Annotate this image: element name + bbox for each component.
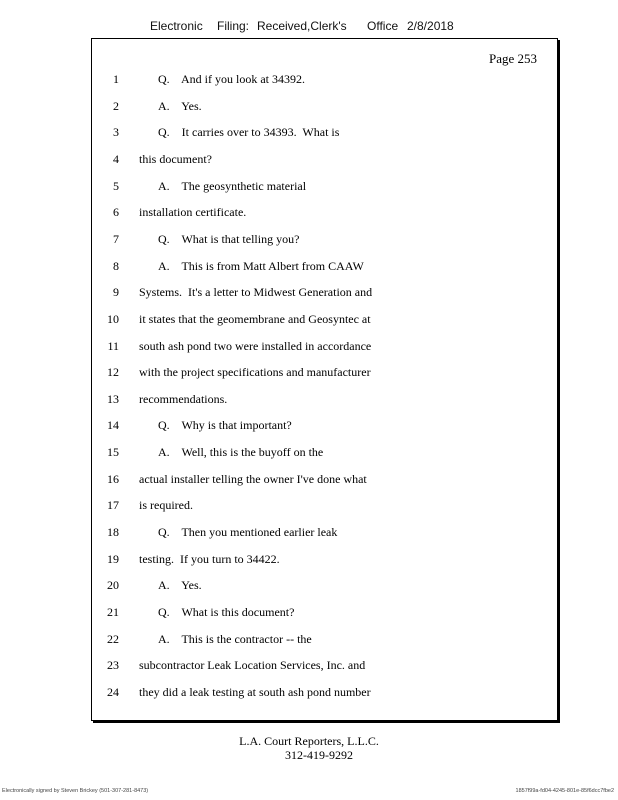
line-text: A. Yes. — [158, 98, 202, 113]
header-word-received-clerks: Received,Clerk's — [257, 19, 347, 33]
transcript-page — [91, 38, 558, 721]
line-number: 2 — [113, 98, 119, 113]
line-number: 12 — [107, 365, 119, 380]
transcript-line — [92, 445, 557, 465]
transcript-line — [92, 392, 557, 412]
line-number: 18 — [107, 525, 119, 540]
line-text: south ash pond two were installed in accordance — [139, 338, 372, 353]
transcript-line — [92, 259, 557, 279]
transcript-line — [92, 418, 557, 438]
reporter-phone: 312-419-9292 — [285, 748, 353, 762]
line-text: Q. What is this document? — [158, 605, 295, 619]
line-text: Q. What is that telling you? — [158, 231, 300, 246]
line-text: Q. Then you mentioned earlier leak — [158, 525, 338, 540]
line-text: Q. Why is that important? — [158, 418, 292, 433]
line-number: 10 — [107, 311, 119, 326]
line-text: subcontractor Leak Location Services, Inc. and — [139, 658, 366, 673]
page-number-label: Page 253 — [488, 51, 537, 66]
line-text: Q. It carries over to 34393. What is — [158, 125, 340, 140]
electronic-signature-note: Electronically signed by Steven Brickey (501-307-281-8473) — [2, 788, 149, 794]
line-text: A. This is from Matt Albert from CAAW — [158, 258, 364, 273]
transcript-line — [92, 312, 557, 332]
line-number: 5 — [113, 178, 119, 193]
line-number: 6 — [113, 205, 119, 220]
line-number: 13 — [107, 391, 119, 406]
transcript-line — [92, 365, 557, 385]
line-text: is required. — [139, 498, 193, 513]
transcript-line — [92, 498, 557, 518]
line-number: 17 — [107, 498, 119, 513]
line-text: actual installer telling the owner I've done what — [139, 471, 367, 486]
document-hash: 1857f99a-fd04-4245-801e-85f6dcc7fbe2 — [515, 788, 614, 794]
transcript-line — [92, 125, 557, 145]
transcript-line — [92, 605, 557, 625]
line-text: they did a leak testing at south ash pond number — [139, 684, 371, 699]
transcript-line — [92, 99, 557, 119]
line-number: 8 — [113, 258, 119, 273]
transcript-line — [92, 205, 557, 225]
line-text: this document? — [139, 151, 212, 166]
transcript-line — [92, 152, 557, 172]
line-number: 3 — [113, 125, 119, 140]
line-number: 14 — [107, 418, 119, 433]
line-text: with the project specifications and manufacturer — [139, 365, 371, 380]
line-text: installation certificate. — [139, 205, 247, 220]
header-word-filing: Filing: — [217, 19, 250, 33]
line-text: testing. If you turn to 34422. — [139, 551, 280, 566]
transcript-line — [92, 552, 557, 572]
transcript-line — [92, 285, 557, 305]
line-text: A. Well, this is the buyoff on the — [158, 445, 324, 460]
line-number: 19 — [107, 551, 119, 566]
transcript-line — [92, 578, 557, 598]
line-number: 20 — [107, 578, 119, 593]
line-text: A. Yes. — [158, 578, 202, 593]
header-date: 2/8/2018 — [407, 19, 454, 33]
line-text: recommendations. — [139, 391, 228, 406]
reporter-company: L.A. Court Reporters, L.L.C. — [239, 734, 379, 748]
transcript-line — [92, 179, 557, 199]
transcript-line — [92, 472, 557, 492]
line-number: 21 — [107, 605, 119, 619]
line-number: 23 — [107, 658, 119, 673]
transcript-line — [92, 685, 557, 705]
line-number: 24 — [107, 684, 119, 699]
header-word-office: Office — [367, 19, 399, 33]
line-number: 16 — [107, 471, 119, 486]
line-text: it states that the geomembrane and Geosyntec at — [139, 311, 371, 326]
line-number: 15 — [107, 445, 119, 460]
line-number: 11 — [107, 338, 119, 353]
transcript-line — [92, 658, 557, 678]
line-text: A. The geosynthetic material — [158, 178, 307, 193]
line-number: 1 — [113, 72, 119, 86]
transcript-line — [92, 72, 557, 92]
line-text: Q. And if you look at 34392. — [158, 72, 305, 86]
line-number: 4 — [113, 151, 119, 166]
line-number: 9 — [113, 285, 119, 300]
line-number: 22 — [107, 631, 119, 646]
transcript-line — [92, 232, 557, 252]
transcript-line — [92, 525, 557, 545]
line-text: A. This is the contractor -- the — [158, 631, 312, 646]
header-word-electronic: Electronic — [150, 19, 203, 33]
line-number: 7 — [113, 231, 119, 246]
transcript-line — [92, 339, 557, 359]
line-text: Systems. It's a letter to Midwest Generation and — [139, 285, 373, 300]
transcript-line — [92, 632, 557, 652]
